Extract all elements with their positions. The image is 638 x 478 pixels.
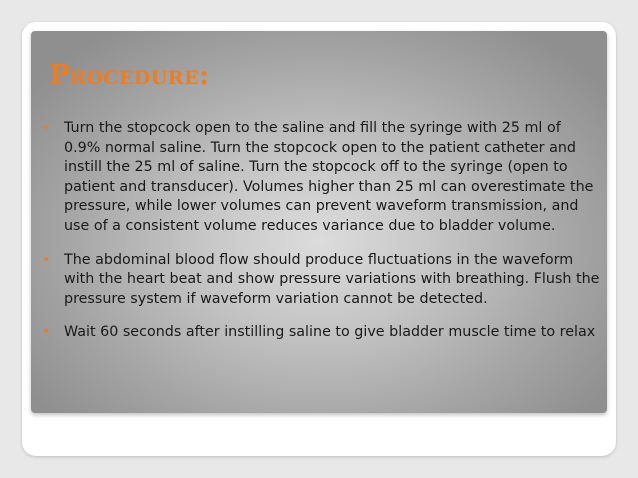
slide-title: Procedure: <box>49 60 210 91</box>
bullet-list <box>40 119 600 357</box>
bullet-item <box>40 251 600 310</box>
bullet-icon: • <box>42 251 51 268</box>
bullet-icon: • <box>42 324 51 341</box>
bullet-item <box>40 323 600 343</box>
bullet-icon: • <box>42 120 51 136</box>
bullet-text: Wait 60 seconds after instilling saline to give bladder muscle time to relax <box>64 324 596 341</box>
bullet-item <box>40 119 600 237</box>
bullet-text: Turn the stopcock open to the saline and fill the syringe with 25 ml of 0.9% normal saline. Turn the stopcock open to the patient catheter and instill the 25 ml of saline. Turn the stopcock off to the syringe (open to patient and transducer). Volumes higher than 25 ml can overestimate the pressure, while lower volumes can prevent waveform transmission, and use of a consistent volume reduces variance due to bladder volume. <box>64 120 594 234</box>
bullet-text: The abdominal blood flow should produce fluctuations in the waveform with the heart beat and show pressure variations with breathing. Flush the pressure system if waveform variation cannot be detected. <box>64 251 600 307</box>
